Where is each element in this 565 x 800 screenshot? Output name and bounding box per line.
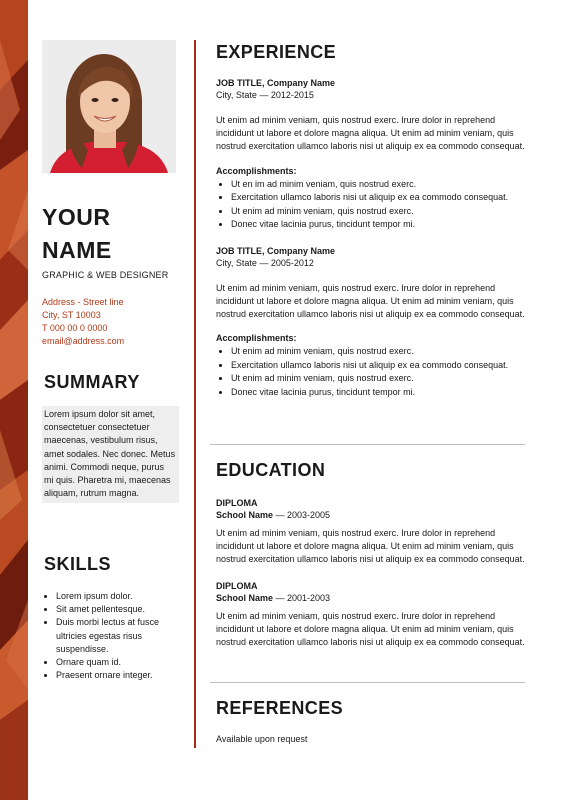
education-heading: EDUCATION xyxy=(216,460,326,480)
education-entry-1 xyxy=(216,498,528,567)
accomplishment-item: • Donec vitae lacinia purus, tincidunt tempor mi. xyxy=(231,218,528,232)
full-name xyxy=(42,201,182,267)
references-section xyxy=(216,698,528,744)
school-years: — 2001-2003 xyxy=(273,592,331,603)
accomplishments-list xyxy=(216,345,528,399)
school-line xyxy=(216,510,528,520)
accomplishments-list xyxy=(216,178,528,232)
job-meta: City, State — 2005-2012 xyxy=(216,257,314,268)
accomplishment-item: • Exercitation ullamco laboris nisi ut aliquip ex ea commodo consequat. xyxy=(231,359,528,373)
contact-city: City, ST 10003 xyxy=(42,310,101,320)
job-description: Ut enim ad minim veniam, quis nostrud exerc. Irure dolor in reprehend incididunt ut labore et dolore magna aliqua. Ut enim ad minim veniam, quis nostrud exercitation ullamco laboris nisi ut aliquip ex ea commodo consequat. xyxy=(216,282,525,320)
profile-photo-image xyxy=(42,40,176,173)
accomplishments-label: Accomplishments: xyxy=(216,165,297,176)
school-line xyxy=(216,593,528,603)
experience-section xyxy=(216,40,528,399)
education-description: Ut enim ad minim veniam, quis nostrud exerc. Irure dolor in reprehend incididunt ut labore et dolore magna aliqua. Ut enim ad minim veniam, quis nostrud exercitation ullamco laboris nisi ut aliquip ex ea commodo consequat. xyxy=(216,528,525,565)
profile-photo xyxy=(42,40,176,173)
skill-item: • Sit amet pellentesque. xyxy=(56,603,182,616)
accomplishment-item: • Ut enim ad minim veniam, quis nostrud exerc. xyxy=(231,205,528,219)
references-heading: REFERENCES xyxy=(216,698,344,718)
skills-heading: SKILLS xyxy=(44,554,112,574)
job-description: Ut enim ad minim veniam, quis nostrud exerc. Irure dolor in reprehend incididunt ut labore et dolore magna aliqua. Ut enim ad minim veniam, quis nostrud exercitation ullamco laboris nisi ut aliquip ex ea commodo consequat. xyxy=(216,115,525,152)
skill-item: • Ornare quam id. xyxy=(56,656,182,669)
column-divider xyxy=(194,40,196,748)
experience-heading: EXPERIENCE xyxy=(216,42,337,62)
contact-info xyxy=(42,296,182,348)
references-text: Available upon request xyxy=(216,734,308,744)
accomplishment-item: • Donec vitae lacinia purus, tincidunt tempor mi. xyxy=(231,386,528,400)
skills-list xyxy=(42,590,182,682)
contact-phone: T 000 00 0 0000 xyxy=(42,323,108,333)
skill-item: • Duis morbi lectus at fusce ultricies egestas risus suspendisse. xyxy=(56,616,182,656)
degree-title: DIPLOMA xyxy=(216,498,258,508)
skill-item: • Praesent ornare integer. xyxy=(56,669,182,682)
skill-item: • Lorem ipsum dolor. xyxy=(56,590,182,603)
degree-title: DIPLOMA xyxy=(216,580,258,591)
school-name: School Name xyxy=(216,592,274,603)
job-title: JOB TITLE, Company Name xyxy=(216,78,336,88)
accomplishment-item: • Ut enim ad minim veniam, quis nostrud exerc. xyxy=(231,345,528,359)
job-entry-2 xyxy=(216,246,528,400)
accomplishment-item: • Ut en im ad minim veniam, quis nostrud exerc. xyxy=(231,178,528,192)
school-years: — 2003-2005 xyxy=(273,510,331,520)
job-entry-1 xyxy=(216,78,528,232)
job-title: JOB TITLE, Company Name xyxy=(216,245,336,256)
name-line-1: YOUR xyxy=(42,204,111,230)
accomplishments-label: Accomplishments: xyxy=(216,333,297,344)
education-entry-2 xyxy=(216,581,528,650)
accomplishment-item: • Exercitation ullamco laboris nisi ut aliquip ex ea commodo consequat. xyxy=(231,191,528,205)
contact-email[interactable]: email@address.com xyxy=(42,336,125,346)
accomplishment-item: • Ut enim ad minim veniam, quis nostrud exerc. xyxy=(231,372,528,386)
school-name: School Name xyxy=(216,510,274,520)
section-divider xyxy=(210,682,525,683)
job-role: GRAPHIC & WEB DESIGNER xyxy=(42,270,169,280)
left-column xyxy=(42,40,182,681)
contact-address: Address - Street line xyxy=(42,297,124,307)
decorative-polygon-strip xyxy=(0,0,28,800)
education-description: Ut enim ad minim veniam, quis nostrud exerc. Irure dolor in reprehend incididunt ut labore et dolore magna aliqua. Ut enim ad minim veniam, quis nostrud exercitation ullamco laboris nisi ut aliquip ex ea commodo consequat. xyxy=(216,610,525,648)
summary-text: Lorem ipsum dolor sit amet, consectetuer consectetuer maecenas, vestibulum risus, amet sodales. Nec donec. Metus animi. Commodi neque, purus mi quis. Pharetra mi, maecenas aliquam, rutrum magna. xyxy=(42,406,179,503)
name-line-2: NAME xyxy=(42,237,112,263)
summary-heading: SUMMARY xyxy=(44,372,140,392)
section-divider xyxy=(210,444,525,445)
job-meta: City, State — 2012-2015 xyxy=(216,90,314,100)
education-section xyxy=(216,460,528,649)
